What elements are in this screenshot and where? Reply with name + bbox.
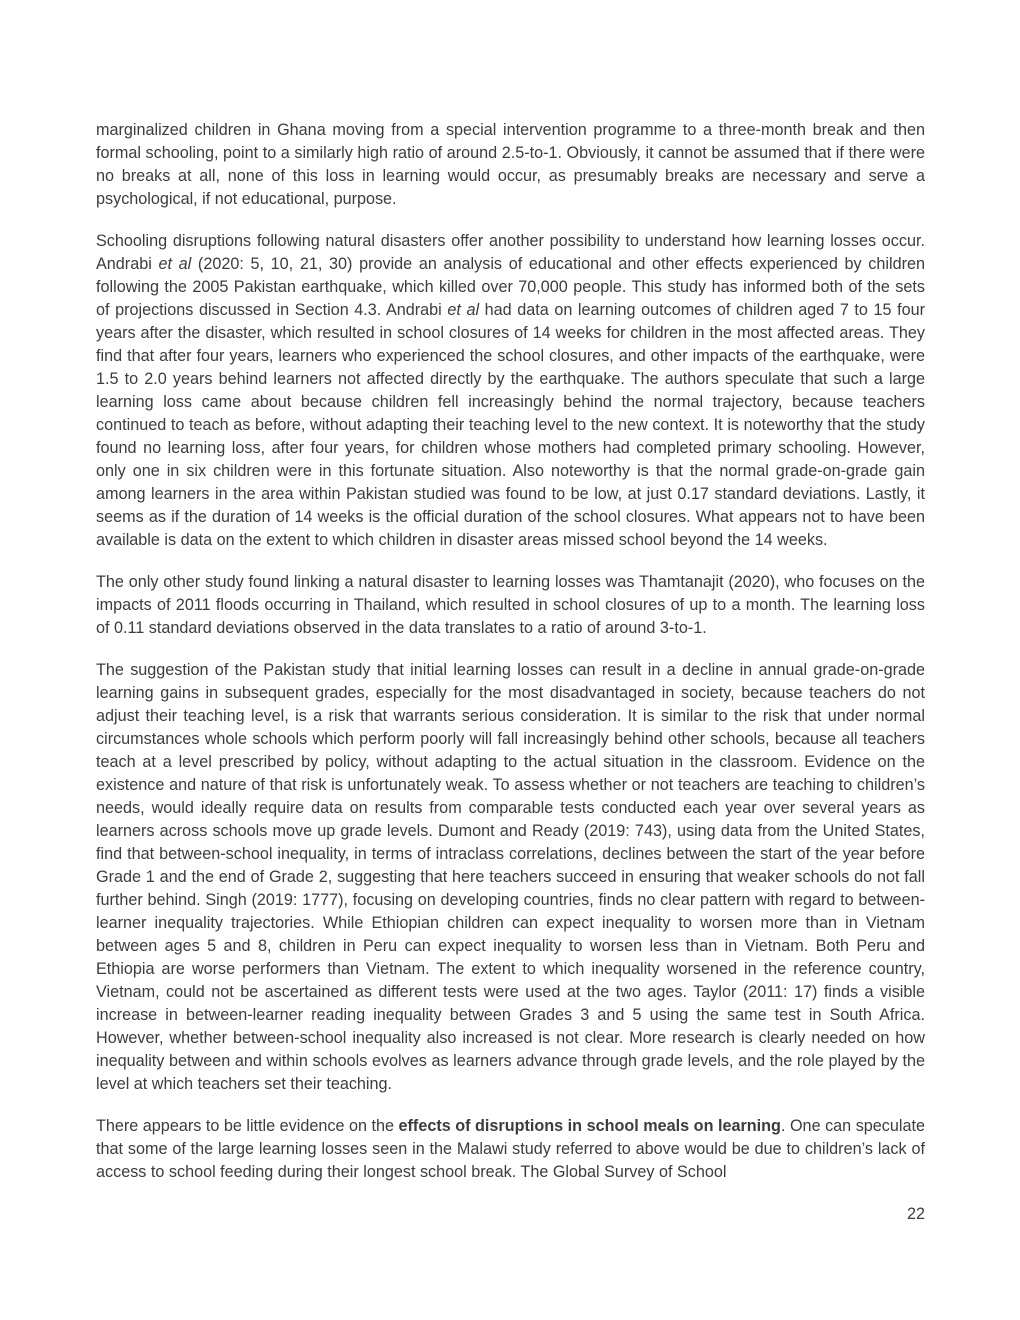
paragraph-school-meals [96,1115,925,1184]
body-text: The only other study found linking a natural disaster to learning losses was Thamtanajit (2020), who focuses on the impacts of 2011 floods occurring in Thailand, which resulted in school closures of up to a month. The learning loss of 0.11 standard deviations observed in the data translates to a ratio of around 3-to-1. [96,573,925,637]
paragraph-inequality-trajectories [96,659,925,1096]
paragraph-continuation-ghana [96,119,925,211]
bold-emphasis-school-meals: effects of disruptions in school meals on learning [398,1117,781,1135]
body-text: (2020: 5, 10, 21, 30) provide an analysis of educational and other effects experienced by children following the 2005 Pakistan earthquake, which killed over 70,000 people. This study has informed both of the sets of projections discussed in Section 4.3. Andrabi [96,255,925,319]
body-text: . One can speculate that some of the large learning losses seen in the Malawi study referred to above would be due to children’s lack of access to school feeding during their longest school break. The Global Survey of School [96,1117,925,1181]
paragraph-thailand-floods [96,571,925,640]
page-number: 22 [906,1205,925,1223]
italic-et-al: et al [447,301,480,319]
body-text: had data on learning outcomes of children aged 7 to 15 four years after the disaster, which resulted in school closures of 14 weeks for children in the most affected areas. They find that after four years, learners who experienced the school closures, and other impacts of the earthquake, were 1.5 to 2.0 years behind learners not affected directly by the earthquake. The authors speculate that such a large learning loss came about because children fell increasingly behind the normal trajectory, because teachers continued to teach as before, without adapting their teaching level to the new context. It is noteworthy that the study found no learning loss, after four years, for children whose mothers had completed primary schooling. However, only one in six children were in this fortunate situation. Also noteworthy is that the normal grade-on-grade gain among learners in the area within Pakistan studied was found to be low, at just 0.17 standard deviations. Lastly, it seems as if the duration of 14 weeks is the official duration of the school closures. What appears not to have been available is data on the extent to which children in disaster areas missed school beyond the 14 weeks. [96,301,925,549]
body-text: marginalized children in Ghana moving from a special intervention programme to a three-month break and then formal schooling, point to a similarly high ratio of around 2.5-to-1. Obviously, it cannot be assumed that if there were no breaks at all, none of this loss in learning would occur, as presumably breaks are necessary and serve a psychological, if not educational, purpose. [96,121,925,208]
body-text: The suggestion of the Pakistan study that initial learning losses can result in a decline in annual grade-on-grade learning gains in subsequent grades, especially for the most disadvantaged in society, because teachers do not adjust their teaching level, is a risk that warrants serious consideration. It is similar to the risk that under normal circumstances whole schools which perform poorly will fall increasingly behind other schools, because all teachers teach at a level prescribed by policy, without adapting to the actual situation in the classroom. Evidence on the existence and nature of that risk is unfortunately weak. To assess whether or not teachers are teaching to children’s needs, would ideally require data on results from comparable tests conducted each year over several years as learners across schools move up grade levels. Dumont and Ready (2019: 743), using data from the United States, find that between-school inequality, in terms of intraclass correlations, declines between the start of the year before Grade 1 and the end of Grade 2, suggesting that here teachers succeed in ensuring that weaker schools do not fall further behind. Singh (2019: 1777), focusing on developing countries, finds no clear pattern with regard to between-learner inequality trajectories. While Ethiopian children can expect inequality to worsen more than in Vietnam between ages 5 and 8, children in Peru can expect inequality to worsen less than in Vietnam. Both Peru and Ethiopia are worse performers than Vietnam. The extent to which inequality worsened in the reference country, Vietnam, could not be ascertained as different tests were used at the two ages. Taylor (2011: 17) finds a visible increase in between-learner reading inequality between Grades 3 and 5 using the same test in South Africa. However, whether between-school inequality also increased is not clear. More research is clearly needed on how inequality between and within schools evolves as learners advance through grade levels, and the role played by the level at which teachers set their teaching. [96,661,925,1093]
italic-et-al: et al [158,255,192,273]
paragraph-pakistan-earthquake [96,230,925,552]
body-text: There appears to be little evidence on the [96,1117,399,1135]
body-text: Schooling disruptions following natural disasters offer another possibility to understand how learning losses occur. Andrabi [96,232,925,273]
